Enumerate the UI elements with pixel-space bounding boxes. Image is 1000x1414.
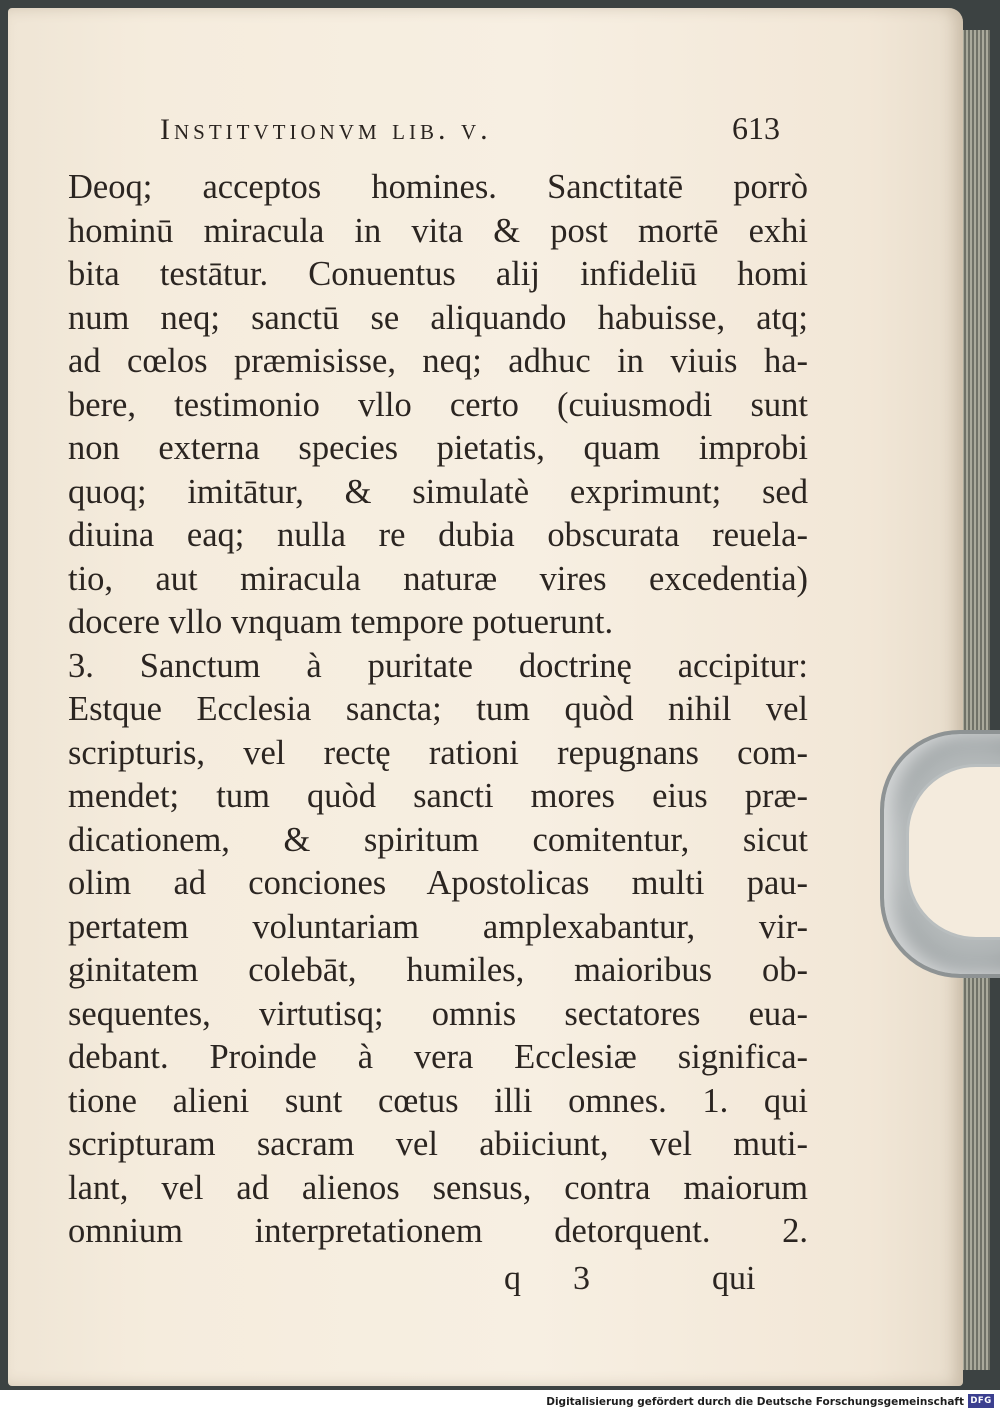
text-line: ad cœlos præmisisse, neq; adhuc in viuis ha- [68, 342, 808, 380]
funding-credit: Digitalisierung gefördert durch die Deutsche Forschungsgemeinschaft [546, 1396, 964, 1408]
text-line: omnium interpretationem detorquent. 2. [68, 1212, 808, 1250]
footer-bar [0, 1390, 1000, 1414]
page-clip [880, 730, 1000, 978]
text-line: docere vllo vnquam tempore potuerunt. [68, 603, 614, 641]
page-header [160, 110, 780, 147]
text-line: Estque Ecclesia sancta; tum quòd nihil vel [68, 690, 808, 728]
text-line: tione alieni sunt cœtus illi omnes. 1. qui [68, 1081, 808, 1120]
text-line: ginitatem colebāt, humiles, maioribus ob- [68, 951, 808, 989]
text-line: debant. Proinde à vera Ecclesiæ significa- [68, 1038, 808, 1076]
text-line: olim ad conciones Apostolicas multi pau- [68, 864, 808, 902]
page-clip-window [906, 764, 1000, 940]
text-line: quoq; imitātur, & simulatè exprimunt; sed [68, 472, 808, 511]
page-number: 613 [732, 110, 780, 146]
text-line: diuina eaq; nulla re dubia obscurata reuela- [68, 516, 808, 554]
text-line: mendet; tum quòd sancti mores eius præ- [68, 777, 808, 815]
text-line: bere, testimonio vllo certo (cuiusmodi sunt [68, 385, 808, 424]
text-line: hominū miracula in vita & post mortē exhi [68, 211, 808, 250]
text-line: 3. Sanctum à puritate doctrinę accipitur: [68, 646, 808, 685]
text-line: lant, vel ad alienos sensus, contra maiorum [68, 1168, 808, 1207]
text-line: scripturam sacram vel abiiciunt, vel muti- [68, 1125, 808, 1163]
body-text [68, 166, 808, 1254]
text-line: non externa species pietatis, quam improbi [68, 429, 808, 467]
signature-mark: q [504, 1260, 521, 1297]
text-line: bita testātur. Conuentus alij infideliū homi [68, 255, 808, 293]
text-line: pertatem voluntariam amplexabantur, vir- [68, 907, 808, 946]
signature-number: 3 [573, 1260, 590, 1297]
page-sheet [8, 8, 963, 1386]
text-line: num neq; sanctū se aliquando habuisse, atq; [68, 298, 808, 337]
text-line: scripturis, vel rectę rationi repugnans com- [68, 733, 808, 772]
dfg-logo-icon: DFG [968, 1394, 994, 1408]
text-line: sequentes, virtutisq; omnis sectatores eua- [68, 994, 808, 1033]
text-line: Deoq; acceptos homines. Sanctitatē porrò [68, 168, 808, 206]
signature-line [8, 1260, 963, 1300]
running-title: Institvtionvm lib. v. [160, 113, 492, 146]
text-line: tio, aut miracula naturæ vires excedentia) [68, 559, 808, 598]
text-line: dicationem, & spiritum comitentur, sicut [68, 820, 808, 859]
catchword: qui [712, 1260, 756, 1297]
